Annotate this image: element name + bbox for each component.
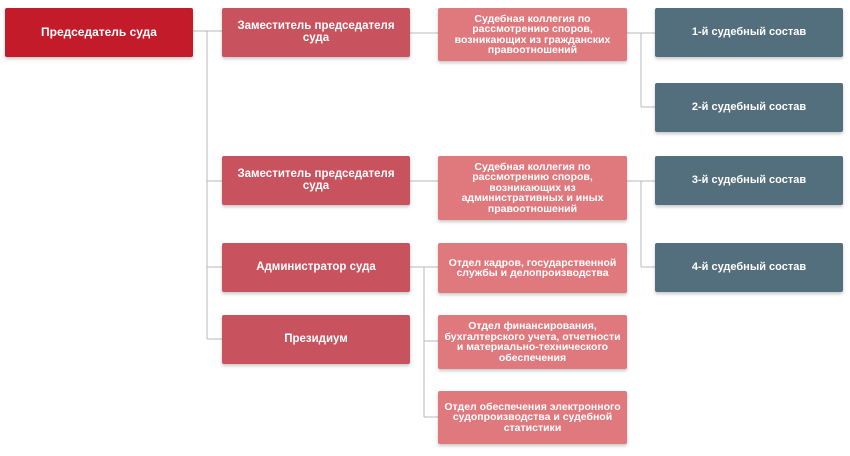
- composition-label: 3-й судебный состав: [691, 173, 807, 186]
- composition-label: 4-й судебный состав: [691, 260, 807, 273]
- collegium-box-civil[interactable]: [438, 8, 627, 61]
- administrator-label: Администратор суда: [256, 260, 376, 273]
- composition-label: 2-й судебный состав: [691, 100, 807, 113]
- presidium-box[interactable]: [222, 315, 410, 364]
- composition-box-2[interactable]: [655, 83, 843, 132]
- presidium-label: Президиум: [284, 332, 348, 345]
- chairman-label: Председатель суда: [41, 25, 157, 40]
- department-label: Отдел финансирования, бухгалтерского учета, отчетности и материально-технического обеспечения: [444, 320, 621, 364]
- administrator-box[interactable]: [222, 243, 410, 292]
- chairman-box[interactable]: [5, 8, 193, 57]
- collegium-label: Судебная коллегия по рассмотрению споров, возникающих из гражданских правоотношений: [454, 12, 611, 56]
- composition-box-3[interactable]: [655, 156, 843, 205]
- department-box-personnel[interactable]: [438, 243, 627, 293]
- composition-label: 1-й судебный состав: [691, 25, 807, 38]
- department-label: Отдел кадров, государственной службы и делопроизводства: [448, 256, 617, 279]
- collegium-box-administrative[interactable]: [438, 156, 627, 220]
- department-box-electronic[interactable]: [438, 391, 627, 444]
- deputy-box-1[interactable]: [222, 8, 410, 57]
- department-label: Отдел обеспечения электронного судопроизводства и судебной статистики: [444, 400, 621, 434]
- deputy-label: Заместитель председателя суда: [237, 19, 395, 44]
- composition-box-1[interactable]: [655, 8, 843, 57]
- department-box-finance[interactable]: [438, 315, 627, 369]
- deputy-box-2[interactable]: [222, 156, 410, 205]
- collegium-label: Судебная коллегия по рассмотрению споров, возникающих из административных и иных правоотношений: [461, 160, 604, 215]
- composition-box-4[interactable]: [655, 243, 843, 292]
- deputy-label: Заместитель председателя суда: [237, 167, 395, 192]
